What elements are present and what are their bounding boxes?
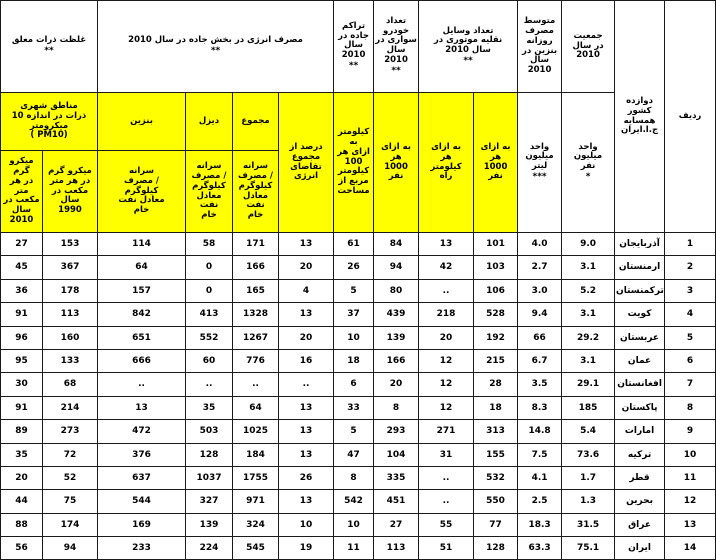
cell-veh-km: .. — [419, 466, 474, 489]
cell-veh-1000: 77 — [474, 513, 518, 536]
cell-total: 324 — [233, 513, 279, 536]
cell-diesel: 0 — [186, 279, 233, 302]
header-diesel: دیزل — [186, 93, 233, 151]
cell-gasoline: 842 — [98, 303, 186, 326]
cell-pct: 10 — [279, 513, 334, 536]
cell-cars: 27 — [374, 513, 419, 536]
cell-total: 776 — [233, 349, 279, 372]
header-row-number: ردیف — [665, 1, 716, 233]
cell-pm1990: 273 — [43, 420, 98, 443]
cell-n: 1 — [665, 233, 716, 256]
cell-veh-km: .. — [419, 490, 474, 513]
cell-cars: 451 — [374, 490, 419, 513]
cell-population: 5.2 — [562, 279, 615, 302]
cell-pm2010: 88 — [1, 513, 43, 536]
cell-n: 10 — [665, 443, 716, 466]
cell-veh-km: 13 — [419, 233, 474, 256]
cell-population: 3.1 — [562, 256, 615, 279]
cell-cars: 20 — [374, 373, 419, 396]
cell-fuel: 7.5 — [518, 443, 562, 466]
cell-pm2010: 96 — [1, 326, 43, 349]
cell-road: 5 — [334, 420, 374, 443]
cell-veh-km: 12 — [419, 373, 474, 396]
cell-country: ایران — [615, 537, 665, 560]
cell-n: 2 — [665, 256, 716, 279]
cell-gasoline: 13 — [98, 396, 186, 419]
cell-fuel: 8.3 — [518, 396, 562, 419]
header-total: مجموع — [233, 93, 279, 151]
cell-road: 26 — [334, 256, 374, 279]
cell-gasoline: 169 — [98, 513, 186, 536]
cell-fuel: 9.4 — [518, 303, 562, 326]
cell-pm2010: 30 — [1, 373, 43, 396]
cell-gasoline: 114 — [98, 233, 186, 256]
cell-gasoline: 157 — [98, 279, 186, 302]
table-row — [1, 466, 716, 489]
cell-pct: 4 — [279, 279, 334, 302]
cell-pct: 19 — [279, 537, 334, 560]
cell-fuel: 6.7 — [518, 349, 562, 372]
cell-pct: 13 — [279, 490, 334, 513]
cell-gasoline: .. — [98, 373, 186, 396]
cell-total: 545 — [233, 537, 279, 560]
cell-cars: 166 — [374, 349, 419, 372]
header-road-unit: کیلومتر به ازای هر 100 کیلومتر مربع از مساحت — [334, 93, 374, 233]
cell-diesel: 224 — [186, 537, 233, 560]
cell-veh-km: 31 — [419, 443, 474, 466]
cell-total: .. — [233, 373, 279, 396]
table-row — [1, 373, 716, 396]
header-energy: مصرف انرژی در بخش جاده در سال 2010 ** — [98, 1, 334, 93]
cell-cars: 84 — [374, 233, 419, 256]
cell-pm2010: 95 — [1, 349, 43, 372]
cell-total: 1025 — [233, 420, 279, 443]
header-vehicles: تعداد وسایل نقلیه موتوری در سال 2010 ** — [419, 1, 518, 93]
cell-country: قطر — [615, 466, 665, 489]
cell-pm1990: 214 — [43, 396, 98, 419]
table-row — [1, 396, 716, 419]
cell-population: 1.7 — [562, 466, 615, 489]
cell-diesel: 503 — [186, 420, 233, 443]
cell-n: 5 — [665, 326, 716, 349]
cell-pct: 16 — [279, 349, 334, 372]
cell-country: عمان — [615, 349, 665, 372]
cell-road: 11 — [334, 537, 374, 560]
cell-n: 3 — [665, 279, 716, 302]
cell-pm2010: 45 — [1, 256, 43, 279]
cell-n: 14 — [665, 537, 716, 560]
cell-population: 9.0 — [562, 233, 615, 256]
cell-cars: 293 — [374, 420, 419, 443]
table-row — [1, 256, 716, 279]
header-fuel-unit: واحد میلیون لیتر *** — [518, 93, 562, 233]
cell-pm1990: 160 — [43, 326, 98, 349]
cell-veh-km: 271 — [419, 420, 474, 443]
cell-pm1990: 153 — [43, 233, 98, 256]
cell-pct: 13 — [279, 396, 334, 419]
cell-cars: 113 — [374, 537, 419, 560]
cell-road: 10 — [334, 513, 374, 536]
cell-cars: 94 — [374, 256, 419, 279]
cell-veh-1000: 101 — [474, 233, 518, 256]
cell-fuel: 2.7 — [518, 256, 562, 279]
cell-diesel: 552 — [186, 326, 233, 349]
cell-veh-1000: 528 — [474, 303, 518, 326]
cell-country: ترکیه — [615, 443, 665, 466]
cell-veh-km: 20 — [419, 326, 474, 349]
cell-pct: 20 — [279, 256, 334, 279]
cell-gasoline: 64 — [98, 256, 186, 279]
cell-population: 75.1 — [562, 537, 615, 560]
cell-pm2010: 44 — [1, 490, 43, 513]
table-row — [1, 443, 716, 466]
cell-fuel: 2.5 — [518, 490, 562, 513]
cell-road: 542 — [334, 490, 374, 513]
cell-road: 10 — [334, 326, 374, 349]
table-row — [1, 303, 716, 326]
cell-road: 18 — [334, 349, 374, 372]
cell-pm1990: 133 — [43, 349, 98, 372]
cell-cars: 104 — [374, 443, 419, 466]
cell-pm2010: 89 — [1, 420, 43, 443]
header-total-unit: سرانه مصرف / کیلوگرم معادل نفت خام — [233, 151, 279, 233]
cell-pm1990: 68 — [43, 373, 98, 396]
cell-veh-km: .. — [419, 279, 474, 302]
cell-pct: 13 — [279, 443, 334, 466]
cell-gasoline: 376 — [98, 443, 186, 466]
header-population: جمعیت در سال 2010 — [562, 1, 615, 93]
cell-pm2010: 35 — [1, 443, 43, 466]
cell-population: 31.5 — [562, 513, 615, 536]
cell-diesel: 58 — [186, 233, 233, 256]
cell-country: بحرین — [615, 490, 665, 513]
cell-diesel: 128 — [186, 443, 233, 466]
cell-pm2010: 56 — [1, 537, 43, 560]
cell-fuel: 3.0 — [518, 279, 562, 302]
cell-pm1990: 94 — [43, 537, 98, 560]
cell-pm2010: 20 — [1, 466, 43, 489]
cell-pm2010: 27 — [1, 233, 43, 256]
cell-n: 8 — [665, 396, 716, 419]
header-pm-1990: میکرو گرم در هر متر مکعب در سال 1990 — [43, 151, 98, 233]
cell-diesel: 1037 — [186, 466, 233, 489]
header-pm-2010: میکرو گرم در هر متر مکعب در سال 2010 — [1, 151, 43, 233]
cell-population: 3.1 — [562, 349, 615, 372]
table-row — [1, 537, 716, 560]
cell-veh-1000: 18 — [474, 396, 518, 419]
cell-veh-1000: 215 — [474, 349, 518, 372]
cell-n: 11 — [665, 466, 716, 489]
cell-veh-1000: 313 — [474, 420, 518, 443]
cell-population: 3.1 — [562, 303, 615, 326]
cell-country: عربستان — [615, 326, 665, 349]
cell-veh-km: 12 — [419, 349, 474, 372]
cell-n: 9 — [665, 420, 716, 443]
cell-diesel: 327 — [186, 490, 233, 513]
cell-n: 7 — [665, 373, 716, 396]
cell-road: 33 — [334, 396, 374, 419]
cell-pct: 13 — [279, 233, 334, 256]
header-pm-sub: مناطق شهری ذرات در اندازه 10 میکرومتر ( PM10) — [1, 93, 98, 151]
cell-diesel: 35 — [186, 396, 233, 419]
cell-veh-km: 12 — [419, 396, 474, 419]
cell-veh-1000: 532 — [474, 466, 518, 489]
cell-country: ترکمنستان — [615, 279, 665, 302]
cell-pm2010: 36 — [1, 279, 43, 302]
cell-road: 61 — [334, 233, 374, 256]
cell-total: 1755 — [233, 466, 279, 489]
cell-veh-km: 51 — [419, 537, 474, 560]
table-row — [1, 513, 716, 536]
cell-total: 184 — [233, 443, 279, 466]
cell-gasoline: 544 — [98, 490, 186, 513]
header-pm: غلظت ذرات معلق ** — [1, 1, 98, 93]
cell-total: 64 — [233, 396, 279, 419]
cell-diesel: .. — [186, 373, 233, 396]
cell-diesel: 139 — [186, 513, 233, 536]
cell-veh-1000: 192 — [474, 326, 518, 349]
cell-fuel: 66 — [518, 326, 562, 349]
header-country: دوازده کشور همسایه ج.ا.ایران — [615, 1, 665, 233]
cell-total: 1328 — [233, 303, 279, 326]
cell-total: 166 — [233, 256, 279, 279]
header-gasoline-unit: سرانه مصرف / کیلوگرم معادل نفت خام — [98, 151, 186, 233]
cell-population: 29.1 — [562, 373, 615, 396]
cell-fuel: 4.1 — [518, 466, 562, 489]
cell-veh-1000: 128 — [474, 537, 518, 560]
cell-pm1990: 113 — [43, 303, 98, 326]
cell-diesel: 60 — [186, 349, 233, 372]
cell-population: 29.2 — [562, 326, 615, 349]
cell-veh-1000: 103 — [474, 256, 518, 279]
header-diesel-unit: سرانه مصرف / کیلوگرم معادل نفت خام — [186, 151, 233, 233]
header-vehicles-per-1000: به ازای هر 1000 نفر — [474, 93, 518, 233]
table-row — [1, 490, 716, 513]
cell-country: کویت — [615, 303, 665, 326]
cell-pm1990: 178 — [43, 279, 98, 302]
header-fuel: متوسط مصرف روزانه بنزین در سال 2010 — [518, 1, 562, 93]
cell-gasoline: 637 — [98, 466, 186, 489]
header-row-1 — [1, 1, 716, 93]
cell-total: 165 — [233, 279, 279, 302]
table-row — [1, 420, 716, 443]
cell-cars: 8 — [374, 396, 419, 419]
cell-veh-km: 55 — [419, 513, 474, 536]
cell-fuel: 4.0 — [518, 233, 562, 256]
cell-cars: 335 — [374, 466, 419, 489]
cell-country: عراق — [615, 513, 665, 536]
cell-pct: 13 — [279, 303, 334, 326]
cell-gasoline: 472 — [98, 420, 186, 443]
cell-pm2010: 91 — [1, 303, 43, 326]
cell-road: 47 — [334, 443, 374, 466]
cell-veh-1000: 28 — [474, 373, 518, 396]
cell-n: 4 — [665, 303, 716, 326]
cell-pm1990: 367 — [43, 256, 98, 279]
cell-country: افغانستان — [615, 373, 665, 396]
cell-diesel: 413 — [186, 303, 233, 326]
header-road-density: تراکم جاده در سال 2010 ** — [334, 1, 374, 93]
table-row — [1, 279, 716, 302]
cell-fuel: 3.5 — [518, 373, 562, 396]
cell-road: 6 — [334, 373, 374, 396]
cell-road: 5 — [334, 279, 374, 302]
cell-country: امارات — [615, 420, 665, 443]
cell-population: 5.4 — [562, 420, 615, 443]
cell-n: 13 — [665, 513, 716, 536]
cell-pct: 26 — [279, 466, 334, 489]
cell-n: 12 — [665, 490, 716, 513]
cell-road: 8 — [334, 466, 374, 489]
cell-fuel: 63.3 — [518, 537, 562, 560]
cell-country: آذربایجان — [615, 233, 665, 256]
cell-pct: 13 — [279, 420, 334, 443]
cell-population: 185 — [562, 396, 615, 419]
table-row — [1, 326, 716, 349]
cell-veh-km: 218 — [419, 303, 474, 326]
cell-pm1990: 75 — [43, 490, 98, 513]
cell-gasoline: 666 — [98, 349, 186, 372]
table-row — [1, 349, 716, 372]
cell-fuel: 14.8 — [518, 420, 562, 443]
cell-veh-km: 42 — [419, 256, 474, 279]
cell-total: 1267 — [233, 326, 279, 349]
header-population-unit: واحد میلیون نفر * — [562, 93, 615, 233]
cell-road: 37 — [334, 303, 374, 326]
cell-total: 971 — [233, 490, 279, 513]
cell-pct: 20 — [279, 326, 334, 349]
cell-cars: 139 — [374, 326, 419, 349]
cell-gasoline: 651 — [98, 326, 186, 349]
cell-cars: 80 — [374, 279, 419, 302]
cell-pm2010: 91 — [1, 396, 43, 419]
cell-veh-1000: 155 — [474, 443, 518, 466]
cell-pct: .. — [279, 373, 334, 396]
cell-population: 1.3 — [562, 490, 615, 513]
cell-cars: 439 — [374, 303, 419, 326]
cell-pm1990: 52 — [43, 466, 98, 489]
cell-pm1990: 72 — [43, 443, 98, 466]
cell-country: پاکستان — [615, 396, 665, 419]
header-gasoline: بنزین — [98, 93, 186, 151]
cell-country: ارمنستان — [615, 256, 665, 279]
cell-veh-1000: 106 — [474, 279, 518, 302]
cell-gasoline: 233 — [98, 537, 186, 560]
cell-fuel: 18.3 — [518, 513, 562, 536]
header-percent: درصد از مجموع تقاضای انرژی — [279, 93, 334, 233]
header-cars-unit: به ازای هر 1000 نفر — [374, 93, 419, 233]
cell-population: 73.6 — [562, 443, 615, 466]
table-row — [1, 233, 716, 256]
header-vehicles-per-km: به ازای هر کیلومتر راه — [419, 93, 474, 233]
cell-veh-1000: 550 — [474, 490, 518, 513]
cell-n: 6 — [665, 349, 716, 372]
cell-total: 171 — [233, 233, 279, 256]
cell-diesel: 0 — [186, 256, 233, 279]
cell-pm1990: 174 — [43, 513, 98, 536]
header-cars: تعداد خودرو سواری در سال 2010 ** — [374, 1, 419, 93]
